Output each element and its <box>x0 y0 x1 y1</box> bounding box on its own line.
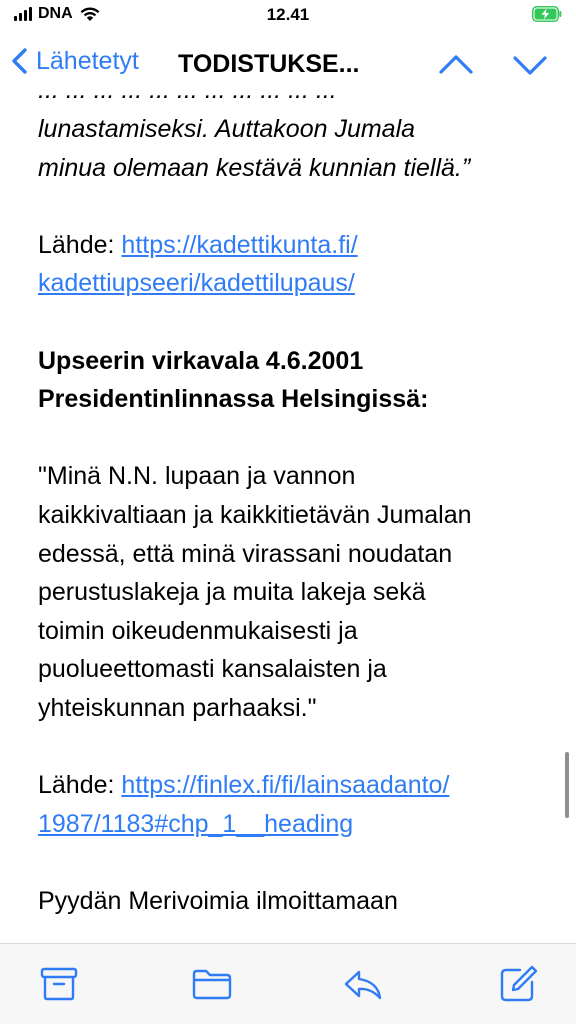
folder-icon[interactable] <box>190 962 234 1006</box>
quote-line: minua olemaan kestävä kunnian tiellä.” <box>38 153 471 182</box>
status-time: 12.41 <box>266 5 310 24</box>
message-body <box>38 76 546 972</box>
oath-line: puolueettomasti kansalaisten ja <box>38 655 387 684</box>
oath-line: toimin oikeudenmukaisesti ja <box>38 616 358 645</box>
source-paragraph-cont <box>38 264 546 303</box>
source-link[interactable]: https://kadettikunta.fi/ <box>121 230 358 259</box>
scroll-indicator[interactable] <box>565 752 569 818</box>
paragraph-gap <box>38 303 546 342</box>
body-line: Pyydän Merivoimia ilmoittamaan <box>38 886 398 915</box>
compose-icon[interactable] <box>496 962 540 1006</box>
source-label: Lähde: <box>38 771 122 800</box>
oath-line: perustuslakeja ja muita lakeja sekä <box>38 578 426 607</box>
source-paragraph-cont <box>38 805 546 844</box>
chevron-up-icon[interactable] <box>437 51 475 79</box>
section-heading: Presidentinlinnassa Helsingissä: <box>38 385 429 414</box>
bottom-toolbar <box>0 943 576 1024</box>
quote-line: lunastamiseksi. Auttakoon Jumala <box>38 115 416 143</box>
archive-icon[interactable] <box>37 962 81 1006</box>
battery-charging-icon <box>532 6 562 22</box>
paragraph-gap <box>38 187 546 226</box>
back-label: Lähetetyt <box>36 46 139 75</box>
source-label: Lähde: <box>38 230 122 259</box>
cut-off-line: ... ... ... ... ... ... ... ... ... ... ... <box>38 76 337 105</box>
paragraph-gap <box>38 419 546 458</box>
oath-line: kaikkivaltiaan ja kaikkitietävän Jumalan <box>38 500 472 529</box>
section-heading: Upseerin virkavala 4.6.2001 <box>38 346 364 375</box>
source-link[interactable]: kadettiupseeri/kadettilupaus/ <box>38 269 355 298</box>
nav-title: TODISTUKSE... <box>178 50 360 78</box>
oath-line: yhteiskunnan parhaaksi." <box>38 693 317 722</box>
source-link[interactable]: https://finlex.fi/fi/lainsaadanto/ <box>121 771 450 800</box>
reply-icon[interactable] <box>341 962 385 1006</box>
source-paragraph <box>38 766 546 805</box>
paragraph-gap <box>38 843 546 882</box>
source-paragraph <box>38 226 546 265</box>
oath-line: edessä, että minä virassani noudatan <box>38 539 453 568</box>
status-bar <box>0 0 576 34</box>
paragraph-gap <box>38 728 546 767</box>
source-link[interactable]: 1987/1183#chp_1__heading <box>38 809 354 838</box>
chevron-left-icon <box>10 46 30 76</box>
oath-line: "Minä N.N. lupaan ja vannon <box>38 462 356 491</box>
carrier-label: DNA <box>38 5 73 22</box>
chevron-down-icon[interactable] <box>511 51 549 79</box>
